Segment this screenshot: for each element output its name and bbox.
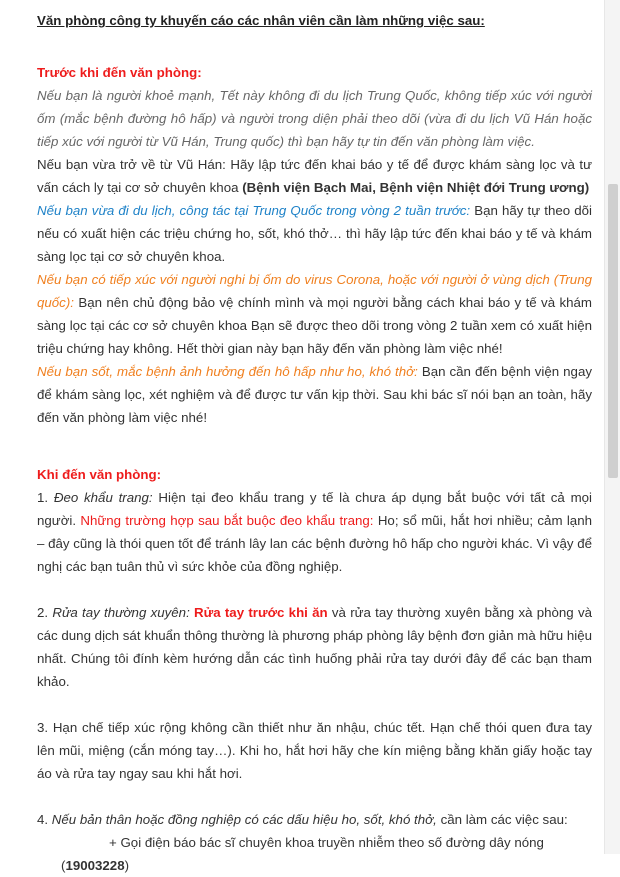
symptoms-text: cần làm các việc sau: <box>436 812 568 827</box>
hotline-number: 19003228 <box>65 858 125 873</box>
travel-text: Bạn hãy tự theo dõi nếu có xuất hiện các triệu chứng ho, sốt, khó thở… thì hãy lập tức đến khai báo y tế và khám sàng lọc tại cơ sở chuyên khoa. <box>37 203 592 264</box>
fever-lead: Nếu bạn sốt, mắc bệnh ảnh hưởng đến hô hấp như ho, khó thở: <box>37 364 418 379</box>
handwash-lead: Rửa tay thường xuyên: <box>52 605 190 620</box>
section-title-at: Khi đến văn phòng: <box>37 467 162 482</box>
item-1-number: 1. <box>37 490 54 505</box>
mask-lead: Đeo khẩu trang: <box>53 490 153 505</box>
paragraph-fever <box>37 360 592 429</box>
travel-lead: Nếu bạn vừa đi du lịch, công tác tại Trung Quốc trong vòng 2 tuần trước: <box>37 203 471 218</box>
fever-text: Bạn cần đến bệnh viện ngay để khám sàng lọc, xét nghiệm và để được tư vấn kịp thời. Sau khi bác sĩ nói bạn an toàn, hãy đến văn phòng làm việc nhé! <box>37 364 592 425</box>
item-symptoms <box>37 808 592 831</box>
section-at-office <box>37 463 592 877</box>
hotline-instruction: + Gọi điện báo bác sĩ chuyên khoa truyền nhiễm theo số đường dây nóng <box>109 835 544 850</box>
paragraph-healthy: Nếu bạn là người khoẻ mạnh, Tết này không đi du lịch Trung Quốc, không tiếp xúc với người ốm (mắc bệnh đường hô hấp) và người trong diện phải theo dõi (vừa đi du lịch Vũ Hán hoặc tiếp xúc với người từ Vũ Hán, Trung quốc) thì bạn hãy tự tin đến văn phòng làm việc. <box>37 88 592 149</box>
item-limit-contact: 3. Hạn chế tiếp xúc rộng không cần thiết như ăn nhậu, chúc tết. Hạn chế thói quen đưa tay lên mũi, miệng (cắn móng tay…). Khi ho, hắt hơi hãy che kín miệng bằng khăn giấy hoặc tay áo và rửa tay ngay sau khi hắt hơi. <box>37 720 592 781</box>
hotline-open: ( <box>61 858 66 873</box>
item-4-number: 4. <box>37 812 52 827</box>
section-before-office <box>37 61 592 429</box>
section-title-before: Trước khi đến văn phòng: <box>37 65 202 80</box>
item-mask <box>37 486 592 578</box>
paragraph-wuhan-return <box>37 153 592 199</box>
handwash-bold: Rửa tay trước khi ăn <box>189 605 328 620</box>
mask-text: Hiện tại đeo khẩu trang y tế là chưa áp dụng bắt buộc với tất cả mọi người. <box>37 490 592 528</box>
document-body <box>37 9 592 877</box>
mask-rest: Ho; sổ mũi, hắt hơi nhiều; cảm lạnh – đây cũng là thói quen tốt để tránh lây lan các bệnh đường hô hấp cho người khác. Vì vậy để nghị các bạn tuân thủ vì sức khỏe của đồng nghiệp. <box>37 513 592 574</box>
mask-required-label: Những trường hợp sau bắt buộc đeo khẩu trang: <box>80 513 374 528</box>
hotline-line <box>37 854 592 877</box>
hospital-names: (Bệnh viện Bạch Mai, Bệnh viện Nhiệt đới Trung ương) <box>242 180 590 195</box>
item-2-number: 2. <box>37 605 53 620</box>
symptoms-lead: Nếu bản thân hoặc đồng nghiệp có các dấu hiệu ho, sốt, khó thở, <box>51 812 437 827</box>
item-handwash <box>37 601 592 693</box>
page-heading: Văn phòng công ty khuyến cáo các nhân viên cần làm những việc sau: <box>37 13 485 28</box>
scrollbar-thumb[interactable] <box>608 184 618 478</box>
handwash-text: và rửa tay thường xuyên bằng xà phòng và các dung dịch sát khuẩn thông thường là phương pháp phòng lây bệnh đơn giản mà hữu hiệu nhất. Chúng tôi đính kèm hướng dẫn các tình huống phải rửa tay dưới đây để các bạn tham khảo. <box>37 605 592 689</box>
contact-text: Bạn nên chủ động bảo vệ chính mình và mọi người bằng cách khai báo y tế và khám sàng lọc tại các cơ sở chuyên khoa Bạn sẽ được theo dõi trong vòng 2 tuần xem có xuất hiện triệu chứng hay không. Hết thời gian này bạn hãy đến văn phòng làm việc nhé! <box>37 295 592 356</box>
paragraph-travel <box>37 199 592 268</box>
vertical-scrollbar[interactable] <box>604 0 620 854</box>
contact-lead: Nếu bạn có tiếp xúc với người nghi bị ốm do virus Corona, hoặc với người ở vùng dịch (Trung quốc): <box>37 272 592 310</box>
wuhan-return-text: Nếu bạn vừa trở về từ Vũ Hán: Hãy lập tức đến khai báo y tế để được khám sàng lọc và tư vấn cách ly tại cơ sở chuyên khoa <box>37 157 592 195</box>
hotline-close: ) <box>124 858 130 873</box>
paragraph-contact <box>37 268 592 360</box>
